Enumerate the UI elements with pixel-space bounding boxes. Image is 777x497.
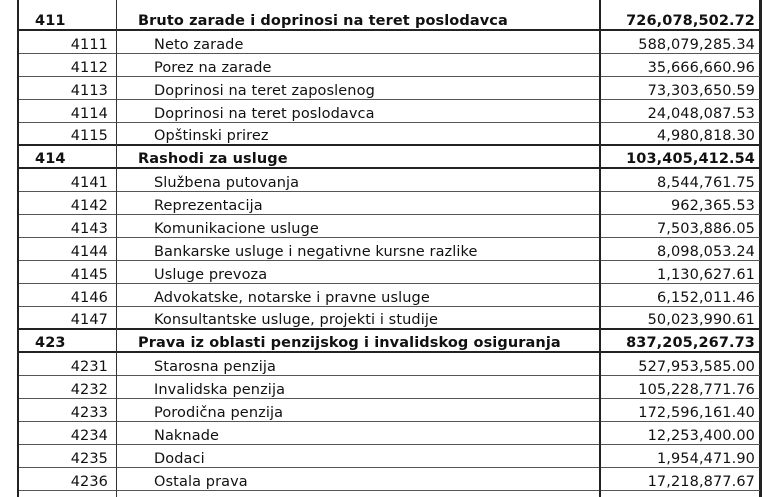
amount-cell: 35,666,660.96 (599, 53, 760, 76)
amount-cell: 24,048,087.53 (599, 99, 760, 122)
account-name-cell: Komunikacione usluge (116, 214, 599, 237)
account-code-cell: 4146 (19, 283, 116, 306)
account-code-cell: 4142 (19, 191, 116, 214)
amount-cell: 103,405,412.54 (599, 145, 760, 168)
account-code-cell: 4144 (19, 237, 116, 260)
table-row (19, 306, 760, 329)
account-code-cell: 4232 (19, 375, 116, 398)
table-row (19, 122, 760, 145)
table-group-row (19, 0, 760, 30)
amount-cell: 726,078,502.72 (599, 0, 760, 30)
account-name-cell: Dodaci (116, 444, 599, 467)
account-code-cell: 4141 (19, 168, 116, 191)
amount-cell: 588,079,285.34 (599, 30, 760, 53)
budget-table (19, 0, 760, 491)
account-code-cell: 4231 (19, 352, 116, 375)
amount-cell: 12,253,400.00 (599, 421, 760, 444)
amount-cell: 105,228,771.76 (599, 375, 760, 398)
account-name-cell: Usluge prevoza (116, 260, 599, 283)
amount-cell: 837,205,267.73 (599, 329, 760, 352)
account-code-cell: 4147 (19, 306, 116, 329)
table-row (19, 99, 760, 122)
amount-cell: 50,023,990.61 (599, 306, 760, 329)
account-code-cell: 4233 (19, 398, 116, 421)
account-name-cell: Doprinosi na teret zaposlenog (116, 76, 599, 99)
account-code-cell: 4114 (19, 99, 116, 122)
account-name-cell: Neto zarade (116, 30, 599, 53)
table-row (19, 421, 760, 444)
table-row (19, 375, 760, 398)
account-name-cell: Bankarske usluge i negativne kursne razlike (116, 237, 599, 260)
account-name-cell: Porez na zarade (116, 53, 599, 76)
amount-cell: 7,503,886.05 (599, 214, 760, 237)
table-row (19, 237, 760, 260)
column-divider-code (116, 0, 117, 497)
table-row (19, 168, 760, 191)
account-name-cell: Službena putovanja (116, 168, 599, 191)
table-row (19, 283, 760, 306)
amount-cell: 8,544,761.75 (599, 168, 760, 191)
table-row (19, 260, 760, 283)
account-name-cell: Konsultantske usluge, projekti i studije (116, 306, 599, 329)
account-name-cell: Reprezentacija (116, 191, 599, 214)
table-group-row (19, 145, 760, 168)
amount-cell: 4,980,818.30 (599, 122, 760, 145)
account-name-cell: Doprinosi na teret poslodavca (116, 99, 599, 122)
table-row (19, 444, 760, 467)
account-name-cell: Advokatske, notarske i pravne usluge (116, 283, 599, 306)
account-code-cell: 411 (19, 0, 116, 30)
table-row (19, 30, 760, 53)
account-name-cell: Starosna penzija (116, 352, 599, 375)
account-code-cell: 423 (19, 329, 116, 352)
amount-cell: 527,953,585.00 (599, 352, 760, 375)
column-divider-amount (599, 0, 601, 497)
amount-cell: 8,098,053.24 (599, 237, 760, 260)
amount-cell: 17,218,877.67 (599, 467, 760, 490)
account-code-cell: 4111 (19, 30, 116, 53)
table-row (19, 191, 760, 214)
table-row (19, 214, 760, 237)
amount-cell: 6,152,011.46 (599, 283, 760, 306)
amount-cell: 73,303,650.59 (599, 76, 760, 99)
account-name-cell: Opštinski prirez (116, 122, 599, 145)
account-code-cell: 4115 (19, 122, 116, 145)
amount-cell: 1,954,471.90 (599, 444, 760, 467)
account-code-cell: 4236 (19, 467, 116, 490)
amount-cell: 1,130,627.61 (599, 260, 760, 283)
table-group-row (19, 329, 760, 352)
account-name-cell: Invalidska penzija (116, 375, 599, 398)
account-code-cell: 4234 (19, 421, 116, 444)
amount-cell: 172,596,161.40 (599, 398, 760, 421)
table-row (19, 352, 760, 375)
budget-table-body (19, 0, 760, 490)
table-row (19, 398, 760, 421)
table-row (19, 76, 760, 99)
account-name-cell: Bruto zarade i doprinosi na teret poslodavca (116, 0, 599, 30)
account-code-cell: 414 (19, 145, 116, 168)
account-name-cell: Porodična penzija (116, 398, 599, 421)
account-name-cell: Prava iz oblasti penzijskog i invalidskog osiguranja (116, 329, 599, 352)
table-row (19, 53, 760, 76)
account-code-cell: 4143 (19, 214, 116, 237)
account-name-cell: Ostala prava (116, 467, 599, 490)
budget-table-sheet (17, 0, 762, 497)
account-code-cell: 4113 (19, 76, 116, 99)
account-code-cell: 4145 (19, 260, 116, 283)
amount-cell: 962,365.53 (599, 191, 760, 214)
table-row (19, 467, 760, 490)
account-name-cell: Naknade (116, 421, 599, 444)
account-name-cell: Rashodi za usluge (116, 145, 599, 168)
account-code-cell: 4112 (19, 53, 116, 76)
account-code-cell: 4235 (19, 444, 116, 467)
